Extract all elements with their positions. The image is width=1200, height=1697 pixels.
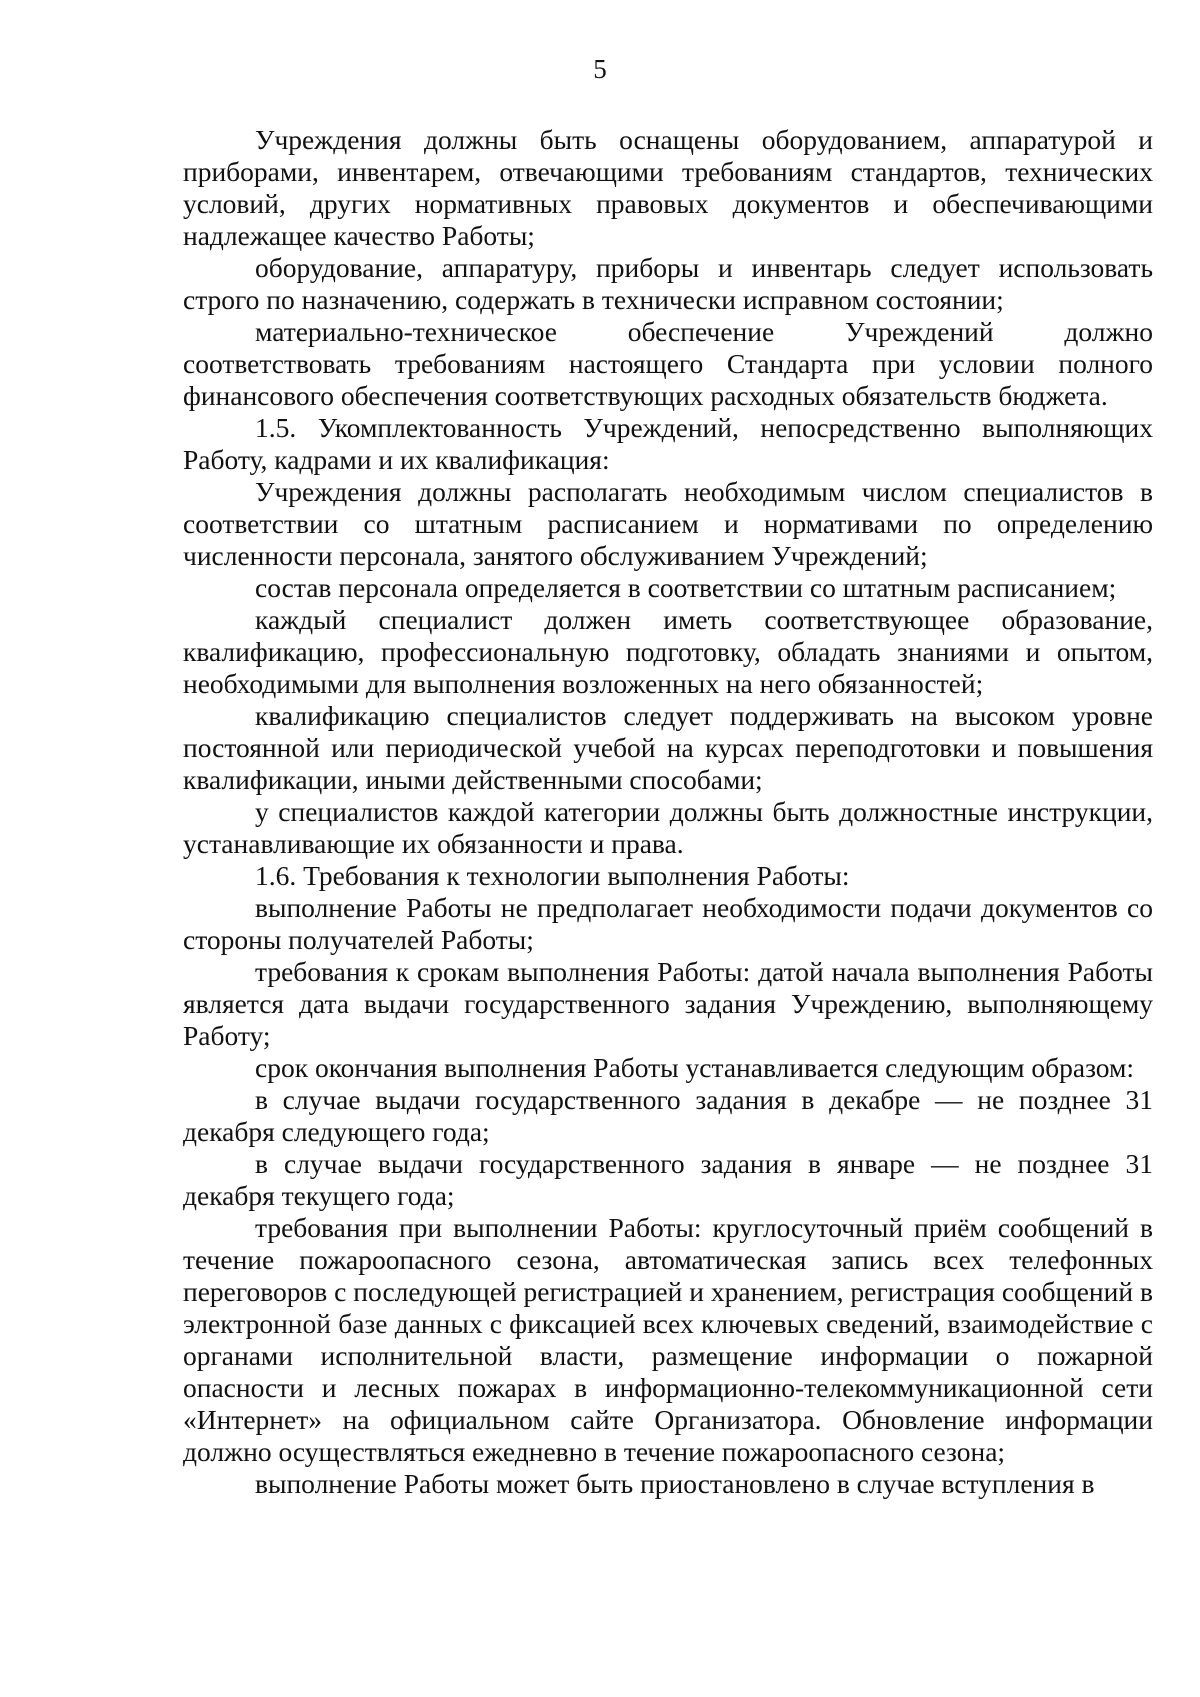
paragraph: оборудование, аппаратуру, приборы и инвентарь следует использовать строго по назначению, содержать в технически исправном состоянии; bbox=[183, 252, 1153, 315]
paragraph: Учреждения должны располагать необходимым числом специалистов в соответствии со штатным расписанием и нормативами по определению численности персонала, занятого обслуживанием Учреждений; bbox=[183, 476, 1153, 571]
paragraph: каждый специалист должен иметь соответствующее образование, квалификацию, профессиональную подготовку, обладать знаниями и опытом, необходимыми для выполнения возложенных на него обязанностей; bbox=[183, 604, 1153, 699]
paragraph: требования при выполнении Работы: круглосуточный приём сообщений в течение пожароопасного сезона, автоматическая запись всех телефонных переговоров с последующей регистрацией и хранением, регистрация сообщений в электронной базе данных с фиксацией всех ключевых сведений, взаимодействие с органами исполнительной власти, размещение информации о пожарной опасности и лесных пожарах в информационно-телекоммуникационной сети «Интернет» на официальном сайте Организатора. Обновление информации должно осуществляться ежедневно в течение пожароопасного сезона; bbox=[183, 1212, 1153, 1467]
paragraph: в случае выдачи государственного задания в январе — не позднее 31 декабря текущего года; bbox=[183, 1148, 1153, 1211]
section-heading-1-5: 1.5. Укомплектованность Учреждений, непосредственно выполняющих Работу, кадрами и их квалификация: bbox=[183, 412, 1153, 475]
paragraph: состав персонала определяется в соответствии со штатным расписанием; bbox=[255, 572, 1117, 603]
page-number: 5 bbox=[593, 54, 607, 84]
section-heading-1-6: 1.6. Требования к технологии выполнения Работы: bbox=[255, 860, 850, 891]
paragraph: срок окончания выполнения Работы устанавливается следующим образом: bbox=[255, 1052, 1135, 1083]
paragraph: у специалистов каждой категории должны быть должностные инструкции, устанавливающие их обязанности и права. bbox=[183, 796, 1153, 859]
paragraph: квалификацию специалистов следует поддерживать на высоком уровне постоянной или периодической учебой на курсах переподготовки и повышения квалификации, иными действенными способами; bbox=[183, 700, 1153, 795]
paragraph: Учреждения должны быть оснащены оборудованием, аппаратурой и приборами, инвентарем, отвечающими требованиям стандартов, технических условий, других нормативных правовых документов и обеспечивающими надлежащее качество Работы; bbox=[183, 124, 1153, 251]
paragraph: материально-техническое обеспечение Учреждений должно соответствовать требованиям настоящего Стандарта при условии полного финансового обеспечения соответствующих расходных обязательств бюджета. bbox=[183, 316, 1153, 411]
paragraph: требования к срокам выполнения Работы: датой начала выполнения Работы является дата выдачи государственного задания Учреждению, выполняющему Работу; bbox=[183, 956, 1153, 1051]
paragraph: выполнение Работы не предполагает необходимости подачи документов со стороны получателей Работы; bbox=[183, 892, 1153, 955]
paragraph: выполнение Работы может быть приостановлено в случае вступления в bbox=[255, 1468, 1095, 1499]
paragraph: в случае выдачи государственного задания в декабре — не позднее 31 декабря следующего года; bbox=[183, 1084, 1153, 1147]
document-body bbox=[183, 124, 1153, 1500]
